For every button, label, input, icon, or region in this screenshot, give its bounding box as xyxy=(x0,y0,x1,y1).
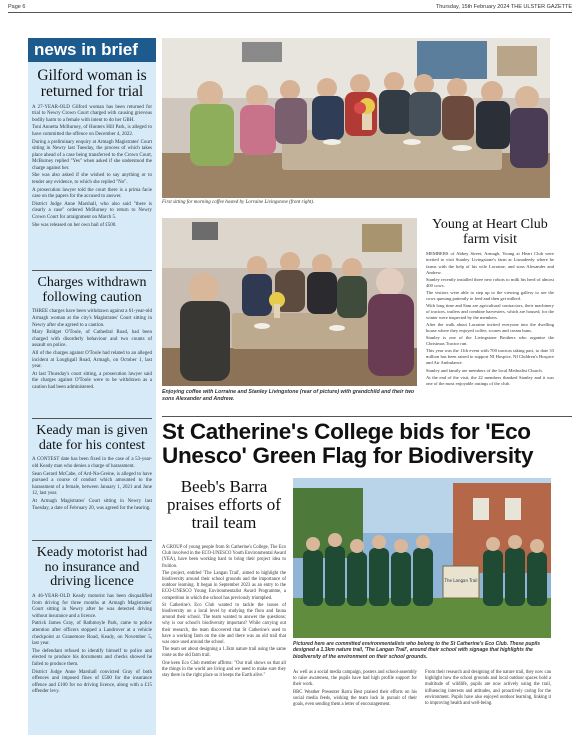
photo-eco-club xyxy=(293,478,551,638)
paragraph: MEMBERS of Abbey Street, Armagh, Young at Heart Club were invited to visit Stanley Livingstone's farm at Lisnadeedy where he farms with the help of his wife Lorraine, and sons Alexander and Andrew. xyxy=(426,251,554,275)
story-young-at-heart-body xyxy=(426,251,554,386)
story-keady-contest-headline: Keady man is given date for his contest xyxy=(36,423,148,453)
paragraph: St Catherine's Eco Club wanted to tackle the issues of biodiversity on a local level by studying the flora and fauna around their school. The team wanted to answer the questions: why is our school's biodiversity important? While carrying out their research, the team discovered that St Catherine's used to have a working farm on the site and there was an old trail that was once used around the school. xyxy=(162,602,286,646)
paragraph: She was also asked if she wished to say anything or to tender any evidence, to which she replied "No". xyxy=(32,173,152,186)
story-young-at-heart-headline: Young at Heart Club farm visit xyxy=(432,217,548,247)
story-keady-motorist-headline: Keady motorist had no insurance and driving licence xyxy=(36,545,148,590)
paragraph: Sean Gerard McCabe, of Ard-Na-Greine, is alleged to have pursued a course of conduct which amounted to the harassment of a female, between January 1, 2021 and June 12, last year. xyxy=(32,471,152,497)
story-keady-motorist-body xyxy=(32,594,152,696)
paragraph: District Judge Anne Marshall convicted Gray of both offences and imposed fines of £500 for the insurance offence and £100 for no driving licence, along with a £15 offender levy. xyxy=(32,669,152,695)
divider xyxy=(32,418,152,419)
story-keady-contest-body xyxy=(32,457,152,512)
photo-livingstone-family-caption: Enjoying coffee with Lorraine and Stanley Livingstone (rear of picture) with grandchild and their two sons Alexander and Andrew. xyxy=(162,389,415,402)
paragraph: The project, entitled 'The Langan Trail', aimed to highlight the biodiversity around their school grounds and the importance of outdoor learning. It began in September 2023 as an entry to the ECO-UNESCO Young Environmentalist Award Programme, a competition in which the school has previously triumphed. xyxy=(162,570,286,601)
lead-headline: St Catherine's College bids for 'Eco Unesco' Green Flag for Biodiversity xyxy=(162,419,534,468)
divider xyxy=(32,270,152,271)
paragraph: After the walk about Lorraine invited everyone into the dwelling house where they enjoyed coffee, scones and cream buns. xyxy=(426,322,554,334)
story-caution-headline: Charges withdrawn following caution xyxy=(37,275,147,305)
paragraph: BBC Weather Presenter Barra Best praised their efforts on his social media feeds, wishing the team luck in pursuit of their goals, even sending them a letter of encouragement. xyxy=(293,689,417,708)
paragraph: Stanley and family are members of the local Methodist Church. xyxy=(426,367,543,373)
story-caution xyxy=(32,276,152,393)
paragraph: The visitors were able to step up to the viewing gallery to see the cows queuing patiently to feed and then get milked. xyxy=(426,289,554,301)
paragraph: Mary Bridget O'Toole, of Cathedral Road, had been charged with disorderly behaviour and two counts of assault on police. xyxy=(32,330,152,349)
paragraph: A GROUP of young people from St Catherine's College, The Eco Club involved in the ECO-UNESCO Youth Environmental Award (YEA), have been working hard to bring their project idea to fruition. xyxy=(162,545,286,569)
paragraph: THREE charges have been withdrawn against a 61-year-old Armagh woman at the city's Magistrates' Court sitting in Newry after she agreed to a caution. xyxy=(32,309,152,328)
paragraph: This year was the 11th event with 700 tractors taking part, to date 33 million has been raised to support NI Hospice, NI Children's Hospice and Air Ambulance. xyxy=(426,348,554,366)
paragraph: District Judge Anne Marshall, who also said "there is clearly a case" ordered McBurney to return to Newry Crown Court for arraignment on March 5. xyxy=(32,201,152,221)
paragraph: A CONTEST date has been fixed in the case of a 53-year-old Keady man who denies a charge of harassment. xyxy=(32,457,152,469)
story-gilford-body xyxy=(32,105,152,230)
paragraph: All of the charges against O'Toole had related to an alleged incident at Loughgall Road, Armagh, on October 1, last year. xyxy=(32,350,152,370)
header-rule xyxy=(8,12,572,13)
paragraph: Toni Annetta McBurney, of Hunters Hill Park, is alleged to have committed the offence on December 4, 2022. xyxy=(32,125,152,137)
story-gilford-headline: Gilford woman is returned for trial xyxy=(37,67,147,101)
paragraph: A 27-YEAR-OLD Gilford woman has been returned for trial to Newry Crown Court charged with causing grievous bodily harm to a female with intent to do her GBH. xyxy=(32,104,152,123)
lead-body-col2 xyxy=(293,670,417,709)
paragraph: At Armagh Magistrates' Court sitting in Newry last Tuesday, a date of February 20, was agreed for the hearing. xyxy=(32,498,152,511)
paragraph: Patrick James Gray, of Rathmoyle Park, came to police attention after officers stopped a Landrover at a vehicle checkpoint at Granemore Road, Keady, on November 5, last year. xyxy=(32,621,152,647)
paragraph: A prosecution lawyer told the court there is a prima facie case on the papers for the accused to answer. xyxy=(32,187,152,200)
paragraph: From their research and designing of the nature trail, they now can highlight how the school grounds and local outdoor spaces hold a multitude of wildlife, pupils are now actively using the trail, influencing interests and attitudes, and proactively caring for the environment. Pupils have also enjoyed outdoor learning, linking it to improving health and well-being. xyxy=(425,670,551,707)
story-gilford xyxy=(32,68,152,230)
photo-livingstone-family xyxy=(162,218,417,386)
dateline: Thursday, 15th February 2024 THE ULSTER GAZETTE xyxy=(435,4,572,10)
photo-coffee-group-image xyxy=(162,38,550,198)
paragraph: With long time and 8am are agricultural contractors, their machinery of tractors, trailers and combine harvesters, which are housed, for the winter were inspected by the members. xyxy=(426,302,554,320)
paragraph: Stanley recently installed three new robots to milk his herd of almost 400 cows. xyxy=(426,276,554,288)
paragraph: A 46-YEAR-OLD Keady motorist has been disqualified from driving for three months at Armagh Magistrates' Court sitting in Newry after he was detected driving without insurance and a licence. xyxy=(32,594,152,619)
photo-eco-club-caption: Pictured here are committed environmentalists who belong to the St Catherine's Eco Club. These pupils designed a 1.3km nature trail, 'The Langan Trail', around their school with signage that highlights the biodiversity of the environment on their school grounds. xyxy=(293,641,541,660)
page-number: Page 6 xyxy=(8,4,26,10)
paragraph: Stanley is one of the Livingstone Brothers who organise the Christmas Tractor run. xyxy=(426,335,554,347)
paragraph: The team set about designing a 1.3km nature trail using the same route as the old farm trail. xyxy=(162,647,286,659)
news-in-brief-banner: news in brief xyxy=(28,38,156,62)
lead-body-col3 xyxy=(425,670,551,708)
paragraph: One keen Eco Club member affirms: "Our trail shows us that all the things in the world are living and we need to make sure they stay there in the right place so it keeps the Earth alive." xyxy=(162,660,286,679)
paragraph: She was released on her own bail of £500. xyxy=(32,222,117,228)
lead-body-col1 xyxy=(162,545,286,680)
story-young-at-heart xyxy=(426,218,554,388)
paragraph: At last Thursday's court sitting, a prosecution lawyer said the charges against O'Toole were to be withdrawn as a caution had been administered. xyxy=(32,371,152,390)
paragraph: The defendant refused to identify himself to police and elected to produce his documents and checks showed he failed to produce them. xyxy=(32,648,152,667)
langan-trail-sign: The Langan Trail xyxy=(444,578,478,583)
paragraph: During a preliminary enquiry at Armagh Magistrates' Court sitting in Newry last Tuesday, the process of which takes place ahead of a case being transferred to the Crown Court, McBurney replied "Yes" when asked if she understood the charge against her. xyxy=(32,139,152,171)
story-caution-body xyxy=(32,309,152,391)
photo-coffee-group-caption: First sitting for morning coffee hosted by Lorraine Livingstone (front right). xyxy=(162,200,315,205)
lead-subhead: Beeb's Barra praises efforts of trail team xyxy=(167,477,281,532)
photo-coffee-group xyxy=(162,38,550,198)
paragraph: As well as a social media campaign, posters and school-assembly to raise awareness, the pupils have had high profile support for their work. xyxy=(293,670,417,688)
divider xyxy=(32,540,152,541)
story-keady-contest xyxy=(32,424,152,513)
story-keady-motorist xyxy=(32,546,152,697)
photo-livingstone-family-image xyxy=(162,218,417,386)
paragraph: At the end of the visit, the 22 members thanked Stanley and it was one of the most enjoyable outings of the club. xyxy=(426,374,554,386)
divider xyxy=(162,416,572,417)
photo-eco-club-image xyxy=(293,478,551,638)
